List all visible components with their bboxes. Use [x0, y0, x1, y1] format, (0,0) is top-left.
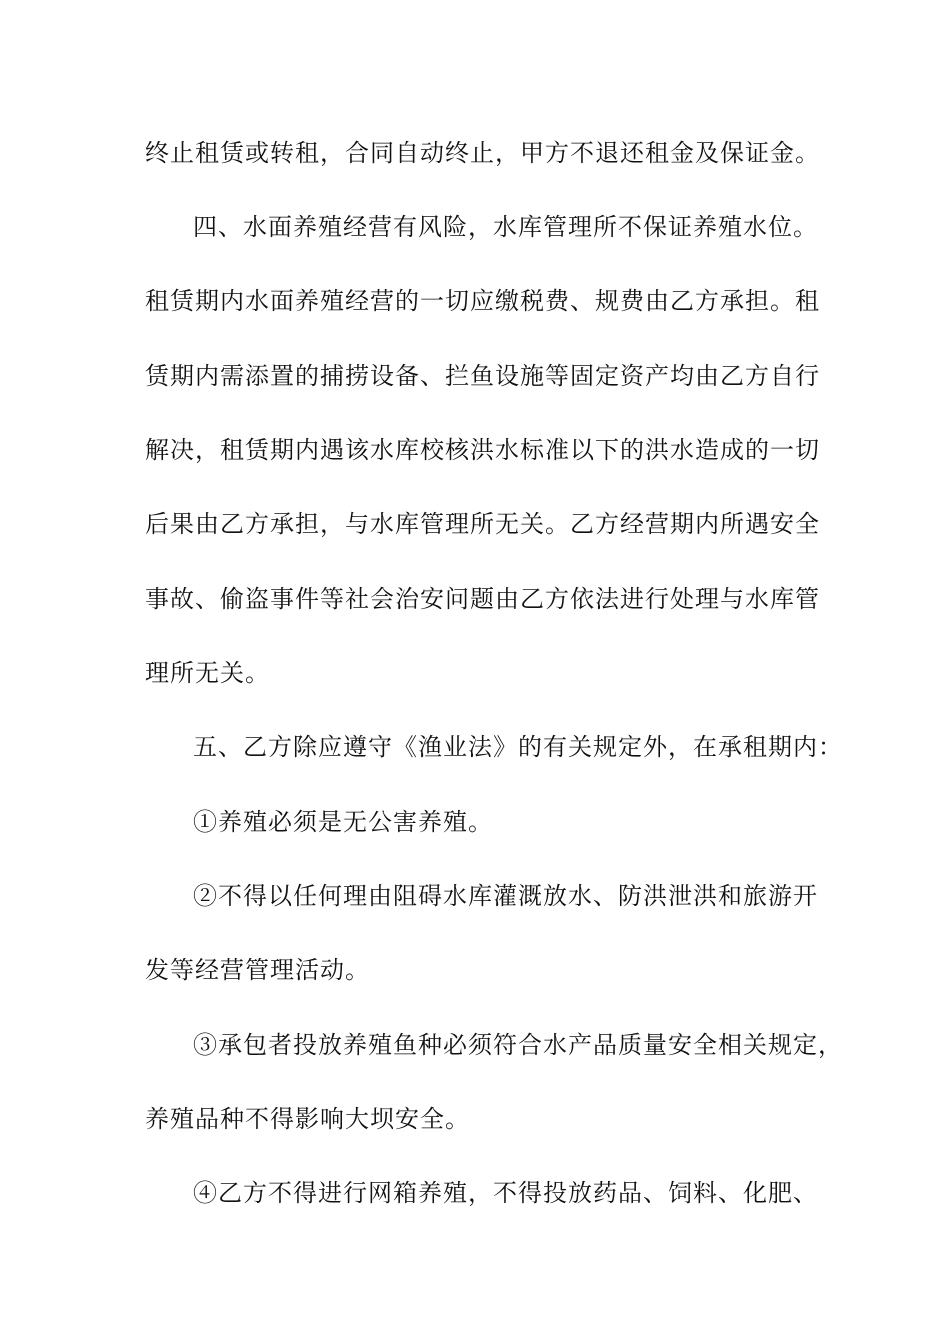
- text-line: 后果由乙方承担，与水库管理所无关。乙方经营期内所遇安全: [145, 510, 820, 538]
- list-item-3: ③承包者投放养殖鱼种必须符合水产品质量安全相关规定，: [193, 1031, 843, 1059]
- text-line: 终止租赁或转租，合同自动终止，甲方不退还租金及保证金。: [145, 139, 820, 167]
- text-line: 赁期内需添置的捕捞设备、拦鱼设施等固定资产均由乙方自行: [145, 362, 820, 390]
- text-line: 租赁期内水面养殖经营的一切应缴税费、规费由乙方承担。租: [145, 287, 820, 315]
- text-line: 事故、偷盗事件等社会治安问题由乙方依法进行处理与水库管: [145, 585, 820, 613]
- paragraph-five-start: 五、乙方除应遵守《渔业法》的有关规定外，在承租期内：: [193, 733, 843, 761]
- text-line: 理所无关。: [145, 659, 270, 687]
- text-line: 养殖品种不得影响大坝安全。: [145, 1105, 470, 1133]
- list-item-2: ②不得以任何理由阻碍水库灌溉放水、防洪泄洪和旅游开: [193, 882, 818, 910]
- list-item-4: ④乙方不得进行网箱养殖，不得投放药品、饲料、化肥、: [193, 1179, 818, 1207]
- paragraph-four-start: 四、水面养殖经营有风险，水库管理所不保证养殖水位。: [193, 213, 818, 241]
- text-line: 发等经营管理活动。: [145, 956, 370, 984]
- list-item-1: ①养殖必须是无公害养殖。: [193, 808, 493, 836]
- text-line: 解决，租赁期内遇该水库校核洪水标准以下的洪水造成的一切: [145, 436, 820, 464]
